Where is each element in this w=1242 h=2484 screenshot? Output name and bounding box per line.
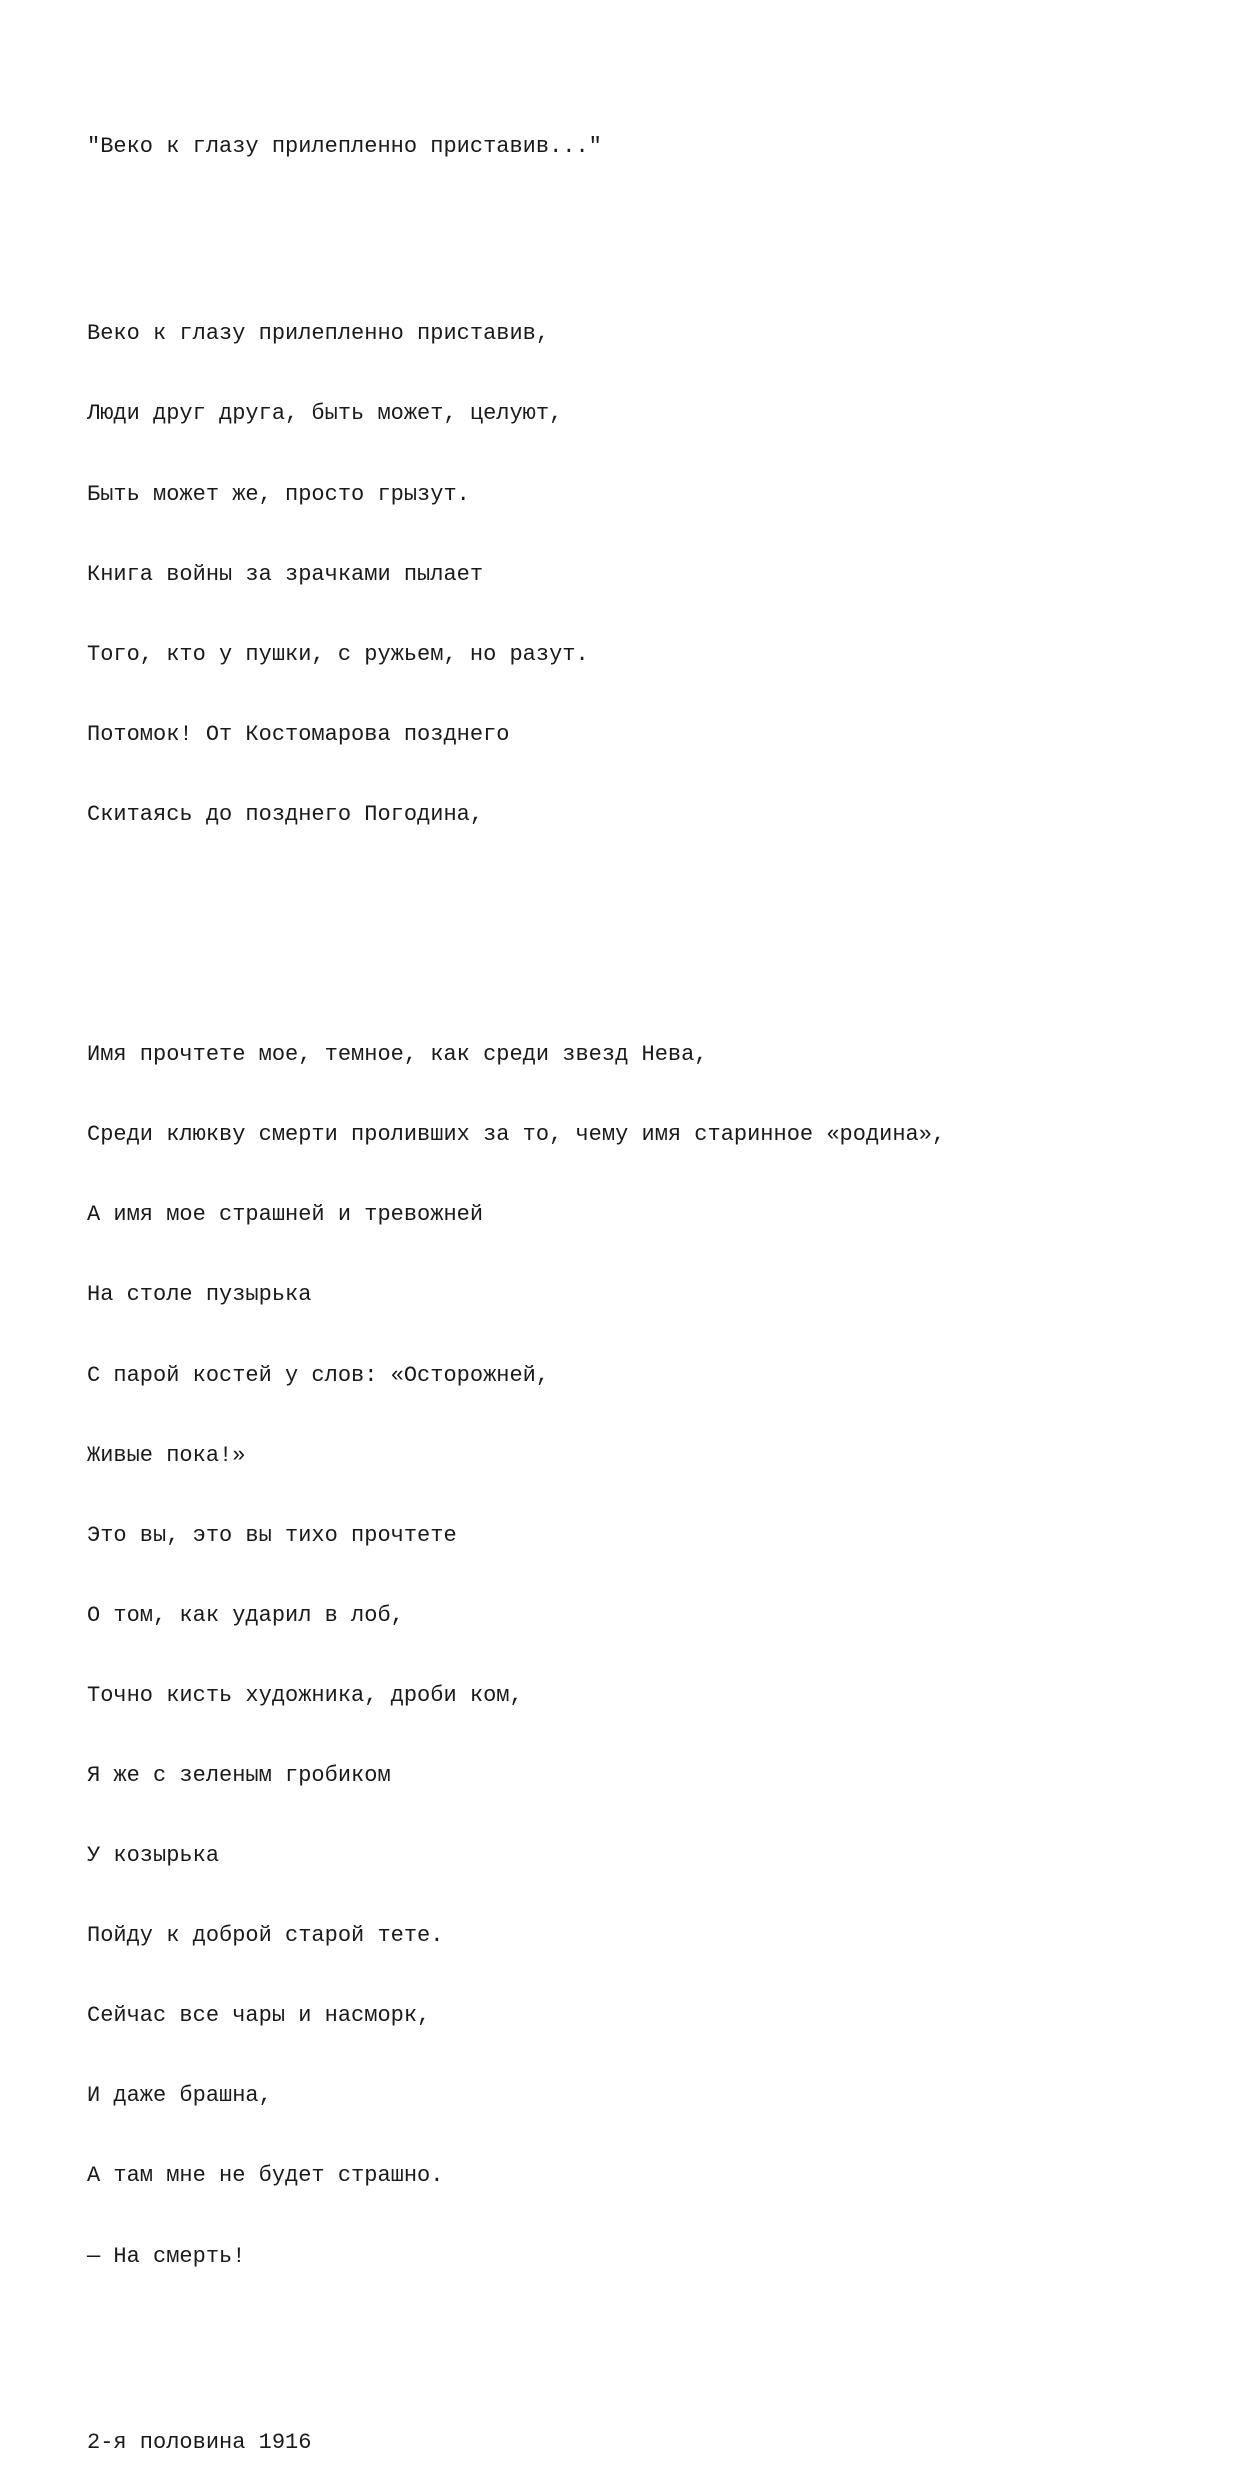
poem-line: Веко к глазу прилепленно приставив,: [87, 321, 550, 347]
stanza-2: [87, 989, 1207, 2324]
poem-title: "Веко к глазу прилепленно приставив...": [87, 134, 602, 160]
poem-line: А там мне не будет страшно.: [87, 2163, 444, 2189]
poem-line: У козырька: [87, 1843, 220, 1869]
poem-line: А имя мое страшней и тревожней: [87, 1202, 484, 1228]
poem-line: Скитаясь до позднего Погодина,: [87, 801, 484, 827]
poem-line: Это вы, это вы тихо прочтете: [87, 1522, 457, 1548]
poem-line: Точно кисть художника, дроби ком,: [87, 1682, 523, 1708]
poem-date: 2-я половина 1916: [87, 2430, 312, 2456]
poem-line: О том, как ударил в лоб,: [87, 1602, 404, 1628]
poem-line: Быть может же, просто грызут.: [87, 481, 470, 507]
poem-line: Я же с зеленым гробиком: [87, 1763, 391, 1789]
poem-line: — На смерть!: [87, 2243, 246, 2269]
poem-line: Имя прочтете мое, темное, как среди звезд Нева,: [87, 1042, 708, 1068]
stanza-1: [87, 268, 1207, 882]
poem-line: Сейчас все чары и насморк,: [87, 2003, 431, 2029]
poem-line: С парой костей у слов: «Осторожней,: [87, 1362, 550, 1388]
poem-line: Книга войны за зрачками пылает: [87, 561, 484, 587]
poem-line: Пойду к доброй старой тете.: [87, 1923, 444, 1949]
document-page: [87, 81, 1207, 2484]
poem-line: И даже брашна,: [87, 2083, 272, 2109]
poem-line: Среди клюкву смерти проливших за то, чему имя старинное «родина»,: [87, 1122, 946, 1148]
poem-line: Того, кто у пушки, с ружьем, но разут.: [87, 641, 589, 667]
poem-line: Живые пока!»: [87, 1442, 246, 1468]
poem-line: Люди друг друга, быть может, целуют,: [87, 401, 563, 427]
poem-line: Потомок! От Костомарова позднего: [87, 721, 510, 747]
poem-line: На столе пузырька: [87, 1282, 312, 1308]
